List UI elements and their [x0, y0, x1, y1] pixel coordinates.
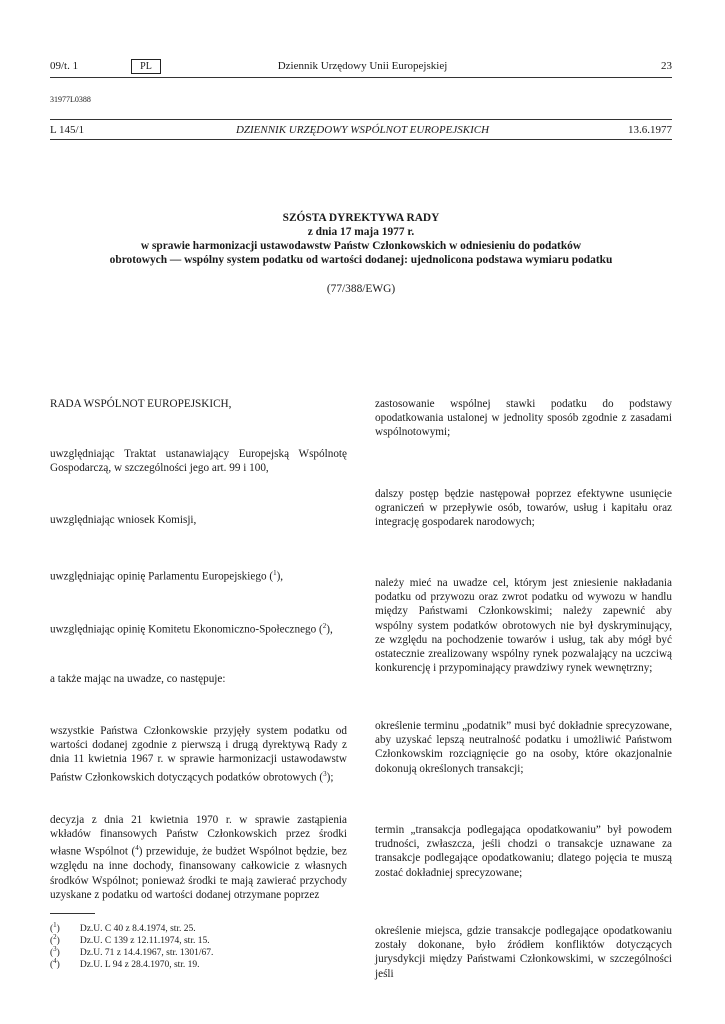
- title-line-3: w sprawie harmonizacji ustawodawstw Państw Członkowskich w odniesieniu do podatków: [140, 240, 582, 252]
- left-paragraph-3: uwzględniając wniosek Komisji,: [50, 514, 197, 526]
- footnote-ref-1[interactable]: 1: [273, 569, 277, 577]
- oj-bottom-rule: [50, 139, 672, 140]
- footnote-2: ($^2$) Dz.U. C 139 z 12.11.1974, str. 15.: [50, 933, 210, 947]
- right-paragraph-5: termin „transakcja podlegająca opodatkowaniu” był powodem trudności, zwłaszcza, jeśli chodzi o transakcje uznawane za transakcje podlegające opodatkowaniu; dlatego pojęcia te muszą zostać dokładniej sprecyzowane;: [375, 824, 672, 879]
- left-paragraph-7: wszystkie Państwa Członkowskie przyjęły system podatku od wartości dodanej zgodnie z pierwszą i drugą dyrektywą Rady z dnia 11 kwietnia 1967 r. w sprawie harmonizacji ustawodawstw Państw Członkowskich dotyczących podatków obrotowych ($^3$);: [50, 725, 347, 784]
- title-line-1: SZÓSTA DYREKTYWA RADY: [282, 212, 440, 224]
- right-paragraph-6: określenie miejsca, gdzie transakcje podlegające opodatkowaniu zostały dokonane, było źródłem konfliktów dotyczących jurysdykcji między Państwami Członkowskimi, w szczególności jeśli: [375, 925, 672, 980]
- footnote-rule: [50, 913, 95, 914]
- footnote-ref-3[interactable]: 3: [323, 769, 327, 778]
- page-number: 23: [661, 60, 672, 72]
- volume-number: 09/t. 1: [50, 60, 79, 72]
- oj-title: DZIENNIK URZĘDOWY WSPÓLNOT EUROPEJSKICH: [235, 124, 490, 136]
- left-paragraph-6: a także mając na uwadze, co następuje:: [50, 673, 226, 685]
- header-rule: [50, 77, 672, 78]
- right-paragraph-2: dalszy postęp będzie następował poprzez efektywne usunięcie ograniczeń w przepływie osób, towarów, usług i kapitału oraz integrację gospodarek narodowych;: [375, 488, 672, 529]
- celex-number: 31977L0388: [50, 95, 91, 104]
- left-paragraph-8: decyzja z dnia 21 kwietnia 1970 r. w sprawie zastąpienia wkładów finansowych Państw Członkowskich przez środki własne Wspólnot ($^4$) przewiduje, że budżet Wspólnot będzie, bez względu na inne dochody, finansowany całkowicie z własnych środków Wspólnot; ponieważ środki te mają zawierać przychody uzyskane z podatku od wartości dodanej otrzymane poprzez: [50, 814, 347, 901]
- right-paragraph-1: zastosowanie wspólnej stawki podatku do podstawy opodatkowania ustalonej w jednolity sposób zgodnie z zasadami wspólnotowymi;: [375, 398, 672, 439]
- oj-reference: L 145/1: [50, 124, 85, 136]
- language-box: PL: [131, 59, 161, 74]
- oj-date: 13.6.1977: [628, 124, 672, 136]
- document-reference: (77/388/EWG): [326, 283, 396, 295]
- right-paragraph-4: określenie terminu „podatnik” musi być dokładnie sprecyzowane, aby uzyskać lepszą neutralność podatku i umożliwić Państwom Członkowskim rozciągnięcie go na osoby, które okazjonalnie dokonują określonych transakcji;: [375, 720, 672, 775]
- oj-top-rule: [50, 119, 672, 120]
- footnote-1: ($^1$) Dz.U. C 40 z 8.4.1974, str. 25.: [50, 921, 196, 935]
- footnote-ref-2[interactable]: 2: [322, 622, 327, 630]
- title-line-2: z dnia 17 maja 1977 r.: [307, 226, 415, 238]
- left-paragraph-4: uwzględniając opinię Parlamentu Europejskiego ($^1$),: [50, 569, 284, 583]
- footnote-ref-4[interactable]: 4: [135, 844, 139, 853]
- footnote-4: ($^4$) Dz.U. L 94 z 28.4.1970, str. 19.: [50, 957, 200, 971]
- document-title: [60, 211, 662, 267]
- journal-name: Dziennik Urzędowy Unii Europejskiej: [277, 60, 448, 72]
- right-paragraph-3: należy mieć na uwadze cel, którym jest zniesienie nakładania podatku od przywozu oraz zwrot podatku od wywozu w handlu między Państwami Członkowskimi; należy zapewnić aby wspólny system podatków obrotowych nie był dyskryminujący, ze względu na pochodzenie towarów i usług, tak aby mógł być ostatecznie zrealizowany wspólny rynek pozwalający na uczciwą konkurencję i przypominający prawdziwy rynek wewnętrzny;: [375, 577, 672, 675]
- left-paragraph-1: RADA WSPÓLNOT EUROPEJSKICH,: [50, 398, 232, 410]
- footnote-3: ($^3$) Dz.U. 71 z 14.4.1967, str. 1301/67.: [50, 945, 214, 959]
- left-paragraph-5: uwzględniając opinię Komitetu Ekonomiczno-Społecznego ($^2$),: [50, 622, 333, 636]
- left-paragraph-2: uwzględniając Traktat ustanawiający Europejską Wspólnotę Gospodarczą, w szczególności jego art. 99 i 100,: [50, 448, 347, 475]
- title-line-4: obrotowych — wspólny system podatku od wartości dodanej: ujednolicona podstawa wymiaru podatku: [109, 254, 613, 266]
